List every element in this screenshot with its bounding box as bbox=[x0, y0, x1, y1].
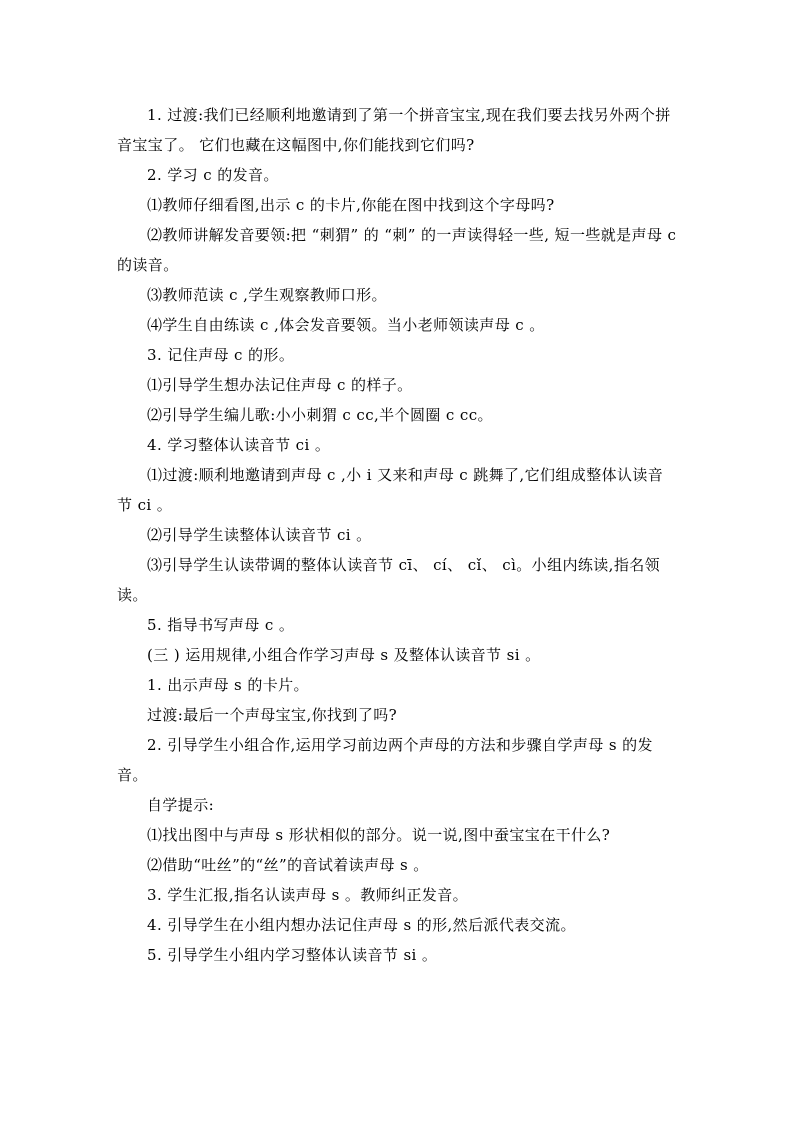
paragraph-transition-s: 过渡:最后一个声母宝宝,你找到了吗? bbox=[147, 706, 398, 724]
paragraph-group-s: 2. 引导学生小组合作,运用学习前边两个声母的方法和步骤自学声母 s 的发音。 bbox=[117, 736, 653, 784]
document-body bbox=[117, 100, 677, 970]
paragraph-remember-c-1: ⑴引导学生想办法记住声母 c 的样子。 bbox=[147, 376, 413, 394]
paragraph-transition-1: 1. 过渡:我们已经顺利地邀请到了第一个拼音宝宝,现在我们要去找另外两个拼音宝宝了。 它们也藏在这幅图中,你们能找到它们吗? bbox=[117, 106, 671, 154]
paragraph-remember-c: 3. 记住声母 c 的形。 bbox=[147, 346, 295, 364]
paragraph-hint-1: ⑴找出图中与声母 s 形状相似的部分。说一说,图中蚕宝宝在干什么? bbox=[147, 826, 611, 844]
paragraph-c-step-3: ⑶教师范读 c ,学生观察教师口形。 bbox=[147, 286, 387, 304]
paragraph-remember-s: 4. 引导学生在小组内想办法记住声母 s 的形,然后派代表交流。 bbox=[147, 916, 576, 934]
paragraph-learn-ci: 4. 学习整体认读音节 ci 。 bbox=[147, 436, 331, 454]
paragraph-ci-step-1: ⑴过渡:顺利地邀请到声母 c ,小 i 又来和声母 c 跳舞了,它们组成整体认读音节 ci 。 bbox=[117, 466, 664, 514]
paragraph-section-three: (三 ) 运用规律,小组合作学习声母 s 及整体认读音节 si 。 bbox=[147, 646, 541, 664]
paragraph-c-step-1: ⑴教师仔细看图,出示 c 的卡片,你能在图中找到这个字母吗? bbox=[147, 196, 555, 214]
paragraph-ci-step-2: ⑵引导学生读整体认读音节 ci 。 bbox=[147, 526, 372, 544]
paragraph-show-s: 1. 出示声母 s 的卡片。 bbox=[147, 676, 309, 694]
paragraph-report-s: 3. 学生汇报,指名认读声母 s 。教师纠正发音。 bbox=[147, 886, 469, 904]
paragraph-remember-c-2: ⑵引导学生编儿歌:小小刺猬 c cc,半个圆圈 c cc。 bbox=[147, 406, 493, 424]
paragraph-write-c: 5. 指导书写声母 c 。 bbox=[147, 616, 295, 634]
paragraph-self-study-hint: 自学提示: bbox=[147, 796, 215, 814]
paragraph-ci-step-3: ⑶引导学生认读带调的整体认读音节 cī、 cí、 cǐ、 cì。小组内练读,指名领读。 bbox=[117, 556, 661, 604]
paragraph-learn-c: 2. 学习 c 的发音。 bbox=[147, 166, 279, 184]
paragraph-c-step-2: ⑵教师讲解发音要领:把 “刺猬” 的 “刺” 的一声读得轻一些, 短一些就是声母 c 的读音。 bbox=[117, 226, 677, 274]
paragraph-learn-si: 5. 引导学生小组内学习整体认读音节 si 。 bbox=[147, 946, 438, 964]
paragraph-c-step-4: ⑷学生自由练读 c ,体会发音要领。当小老师领读声母 c 。 bbox=[147, 316, 545, 334]
paragraph-hint-2: ⑵借助“吐丝”的“丝”的音试着读声母 s 。 bbox=[147, 856, 429, 874]
